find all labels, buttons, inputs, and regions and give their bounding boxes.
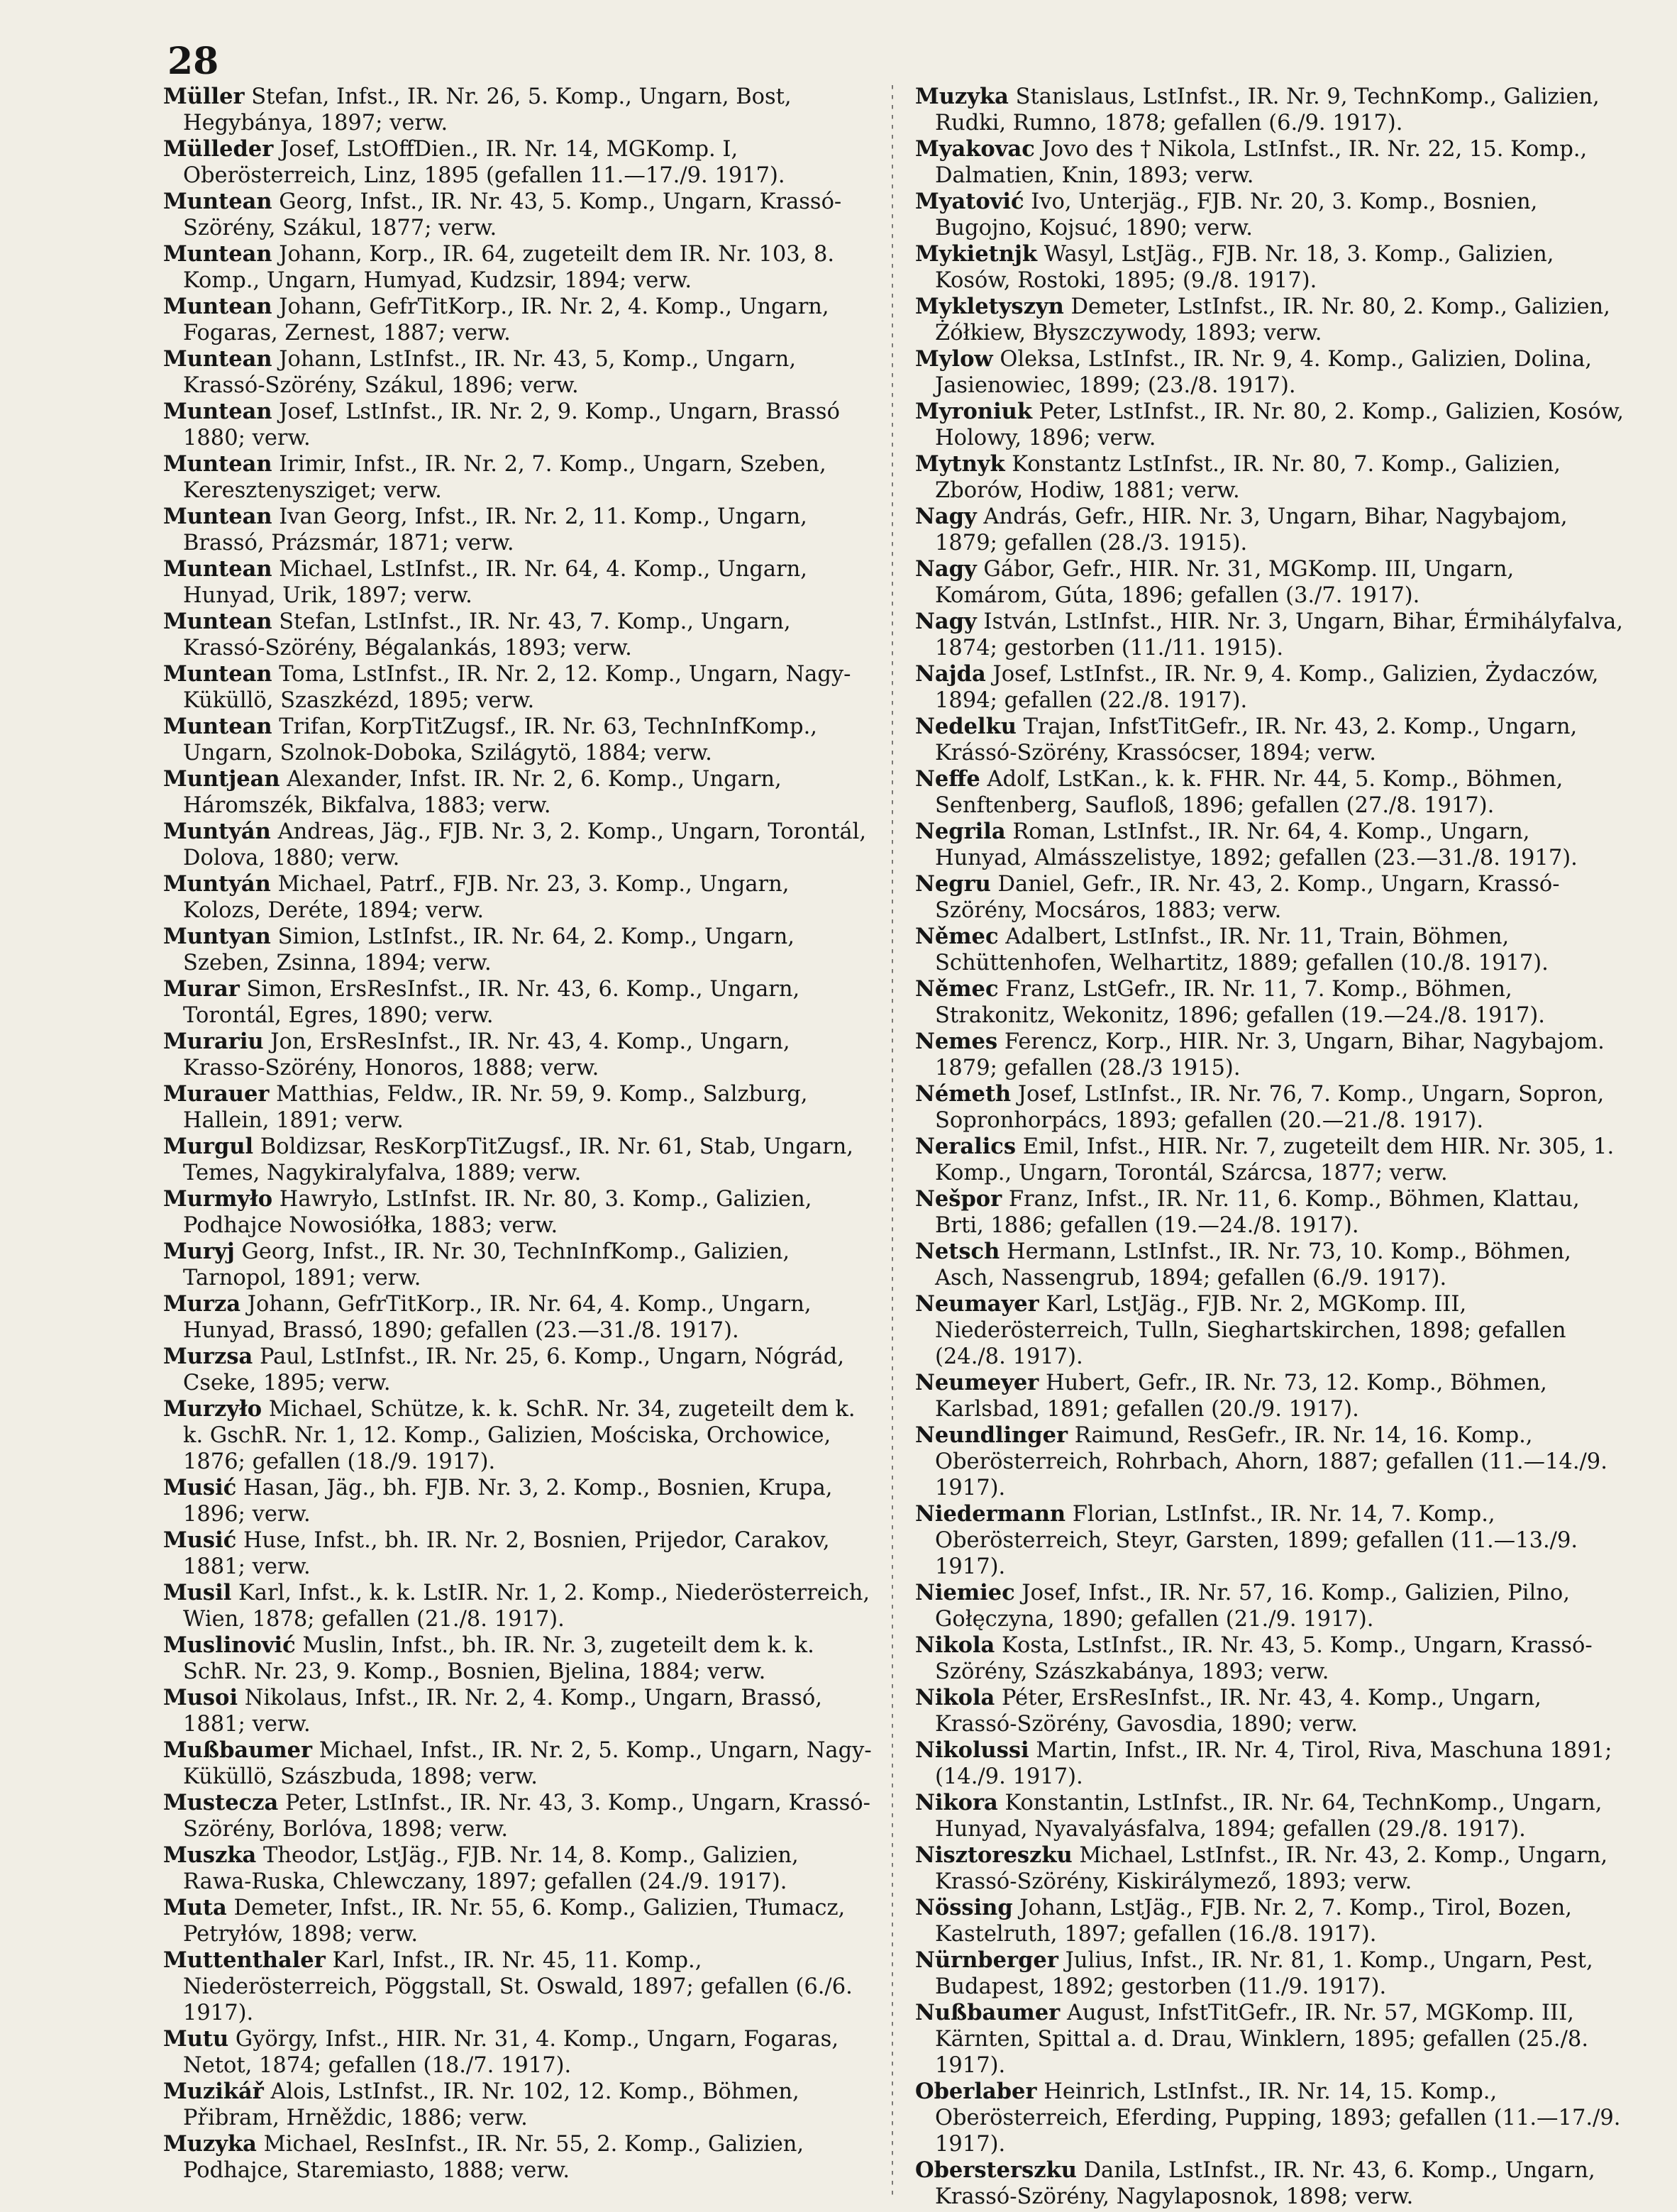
entry-details: Michael, ResInfst., IR. Nr. 55, 2. Komp., Galizien, Podhajce, Staremiasto, 1888; verw.: [183, 2132, 804, 2183]
list-item: [915, 1685, 1625, 1737]
entry-details: Boldizsar, ResKorpTitZugsf., IR. Nr. 61, Stab, Ungarn, Temes, Nagykiralyfalva, 1889; verw.: [183, 1134, 854, 1185]
entry-details: Trifan, KorpTitZugsf., IR. Nr. 63, TechnInfKomp., Ungarn, Szolnok-Doboka, Szilágytö, 1884; verw.: [183, 714, 817, 765]
entry-surname: Mykletyszyn: [915, 294, 1064, 319]
entry-surname: Oberlaber: [915, 2079, 1037, 2104]
list-item: [915, 1081, 1625, 1134]
entry-details: Florian, LstInfst., IR. Nr. 14, 7. Komp., Oberösterreich, Steyr, Garsten, 1899; gefallen (11.—13./9. 1917).: [935, 1502, 1578, 1579]
list-item: [915, 714, 1625, 766]
entry-details: Georg, Infst., IR. Nr. 30, TechnInfKomp., Galizien, Tarnopol, 1891; verw.: [183, 1239, 790, 1290]
entry-details: Jovo des † Nikola, LstInfst., IR. Nr. 22, 15. Komp., Dalmatien, Knin, 1893; verw.: [935, 137, 1588, 188]
entry-surname: Muntean: [163, 346, 272, 372]
entry-surname: Németh: [915, 1081, 1012, 1107]
list-item: [163, 1895, 873, 1947]
list-item: [163, 1134, 873, 1186]
entry-surname: Musoi: [163, 1685, 238, 1710]
list-item: [915, 1790, 1625, 1842]
entry-details: Hasan, Jäg., bh. FJB. Nr. 3, 2. Komp., Bosnien, Krupa, 1896; verw.: [183, 1476, 833, 1527]
entry-details: Trajan, InfstTitGefr., IR. Nr. 43, 2. Komp., Ungarn, Krássó-Szörény, Krassócser, 1894; verw.: [935, 714, 1578, 765]
entry-details: Ferencz, Korp., HIR. Nr. 3, Ungarn, Bihar, Nagybajom. 1879; gefallen (28./3 1915).: [935, 1029, 1605, 1080]
entry-surname: Němec: [915, 924, 999, 949]
entry-details: Simion, LstInfst., IR. Nr. 64, 2. Komp., Ungarn, Szeben, Zsinna, 1894; verw.: [183, 924, 795, 975]
entry-surname: Muttenthaler: [163, 1947, 326, 1973]
entry-surname: Muntean: [163, 451, 272, 477]
list-item: [915, 1134, 1625, 1186]
list-item: [163, 1527, 873, 1580]
list-item: [915, 1291, 1625, 1370]
entry-details: Josef, LstInfst., IR. Nr. 2, 9. Komp., Ungarn, Brassó 1880; verw.: [183, 399, 840, 450]
entry-surname: Muntean: [163, 556, 272, 582]
entry-details: Emil, Infst., HIR. Nr. 7, zugeteilt dem HIR. Nr. 305, 1. Komp., Ungarn, Torontál, Szárcsa, 1877; verw.: [935, 1134, 1615, 1185]
entry-details: Karl, Infst., k. k. LstIR. Nr. 1, 2. Komp., Niederösterreich, Wien, 1878; gefallen (21./8. 1917).: [183, 1581, 870, 1632]
entry-surname: Negru: [915, 871, 991, 897]
entry-surname: Obersterszku: [915, 2157, 1077, 2183]
list-item: [915, 1501, 1625, 1580]
entry-surname: Murauer: [163, 1081, 270, 1107]
list-item: [163, 1842, 873, 1895]
entry-surname: Neumeyer: [915, 1370, 1039, 1395]
entry-surname: Neffe: [915, 766, 980, 792]
entry-surname: Muntyan: [163, 924, 271, 949]
list-item: [915, 1895, 1625, 1947]
list-item: [163, 714, 873, 766]
entry-details: Johann, LstInfst., IR. Nr. 43, 5, Komp., Ungarn, Krassó-Szörény, Szákul, 1896; verw.: [183, 347, 797, 398]
entry-surname: Neralics: [915, 1134, 1017, 1159]
list-item: [915, 1422, 1625, 1501]
list-item: [163, 84, 873, 136]
entry-surname: Nikolussi: [915, 1737, 1029, 1763]
entry-surname: Muntean: [163, 399, 272, 424]
list-item: [163, 2079, 873, 2131]
list-item: [915, 189, 1625, 241]
list-item: [915, 1186, 1625, 1239]
entry-surname: Neumayer: [915, 1291, 1039, 1317]
entry-details: Karl, Infst., IR. Nr. 45, 11. Komp., Niederösterreich, Pöggstall, St. Oswald, 1897; gefallen (6./6. 1917).: [183, 1948, 853, 2025]
entry-surname: Mußbaumer: [163, 1737, 313, 1763]
list-item: [915, 871, 1625, 924]
entry-details: Daniel, Gefr., IR. Nr. 43, 2. Komp., Ungarn, Krassó-Szörény, Mocsáros, 1883; verw.: [935, 872, 1560, 923]
entry-surname: Nagy: [915, 609, 977, 634]
list-item: [915, 1029, 1625, 1081]
list-item: [163, 241, 873, 294]
entry-details: Martin, Infst., IR. Nr. 4, Tirol, Riva, Maschuna 1891; (14./9. 1917).: [935, 1738, 1612, 1789]
list-item: [915, 2157, 1625, 2210]
entry-details: Hubert, Gefr., IR. Nr. 73, 12. Komp., Böhmen, Karlsbad, 1891; gefallen (20./9. 1917).: [935, 1371, 1547, 1422]
list-item: [915, 1580, 1625, 1632]
entry-details: Oleksa, LstInfst., IR. Nr. 9, 4. Komp., Galizien, Dolina, Jasienowiec, 1899; (23./8. 1917).: [935, 347, 1592, 398]
entry-details: Gábor, Gefr., HIR. Nr. 31, MGKomp. III, Ungarn, Komárom, Gúta, 1896; gefallen (3./7. 1917).: [935, 557, 1515, 608]
entry-surname: Nikora: [915, 1790, 998, 1815]
list-item: [915, 661, 1625, 714]
entry-surname: Muntyán: [163, 871, 271, 897]
entry-surname: Muta: [163, 1895, 227, 1920]
list-item: [915, 609, 1625, 661]
list-item: [163, 1790, 873, 1842]
entry-details: Johann, Korp., IR. 64, zugeteilt dem IR. Nr. 103, 8. Komp., Ungarn, Humyad, Kudzsir, 1894; verw.: [183, 242, 835, 293]
list-item: [163, 1632, 873, 1685]
column-divider: [892, 85, 893, 2199]
entry-surname: Muzyka: [163, 2131, 257, 2157]
entry-surname: Muszka: [163, 1842, 257, 1868]
entry-details: Danila, LstInfst., IR. Nr. 43, 6. Komp., Ungarn, Krassó-Szörény, Nagylaposnok, 1898; verw.: [935, 2158, 1595, 2209]
entry-surname: Mylow: [915, 346, 993, 372]
entry-surname: Myakovac: [915, 136, 1035, 162]
entry-surname: Mustecza: [163, 1790, 279, 1815]
entry-details: Kosta, LstInfst., IR. Nr. 43, 5. Komp., Ungarn, Krassó-Szörény, Szászkabánya, 1893; verw.: [935, 1633, 1593, 1684]
entry-details: Josef, LstOffDien., IR. Nr. 14, MGKomp. I, Oberösterreich, Linz, 1895 (gefallen 11.—17./9. 1917).: [183, 137, 785, 188]
list-item: [915, 1632, 1625, 1685]
entry-details: August, InfstTitGefr., IR. Nr. 57, MGKomp. III, Kärnten, Spittal a. d. Drau, Winklern, 1895; gefallen (25./8. 1917).: [935, 2001, 1589, 2078]
list-item: [915, 556, 1625, 609]
entry-surname: Nikola: [915, 1632, 995, 1658]
entry-details: Adolf, LstKan., k. k. FHR. Nr. 44, 5. Komp., Böhmen, Senftenberg, Saufloß, 1896; gefallen (27./8. 1917).: [935, 767, 1563, 818]
list-item: [915, 294, 1625, 346]
entry-surname: Muslinović: [163, 1632, 296, 1658]
entry-details: Karl, LstJäg., FJB. Nr. 2, MGKomp. III, Niederösterreich, Tulln, Sieghartskirchen, 1898; gefallen (24./8. 1917).: [935, 1292, 1566, 1369]
list-item: [163, 871, 873, 924]
page-number: 28: [167, 40, 219, 83]
entry-surname: Muntjean: [163, 766, 280, 792]
list-item: [915, 504, 1625, 556]
entry-details: Toma, LstInfst., IR. Nr. 2, 12. Komp., Ungarn, Nagy-Küküllö, Szaszkézd, 1895; verw.: [183, 662, 851, 713]
list-item: [163, 451, 873, 504]
list-item: [163, 766, 873, 819]
entry-surname: Niemiec: [915, 1580, 1015, 1605]
list-item: [915, 136, 1625, 189]
entry-surname: Musić: [163, 1527, 237, 1553]
list-item: [163, 1475, 873, 1527]
entry-details: Demeter, LstInfst., IR. Nr. 80, 2. Komp., Galizien, Żółkiew, Błyszczywody, 1893; verw.: [935, 294, 1610, 345]
entry-surname: Murzyło: [163, 1396, 262, 1422]
list-item: [163, 294, 873, 346]
entry-surname: Myatović: [915, 189, 1024, 214]
entry-details: Konstantin, LstInfst., IR. Nr. 64, TechnKomp., Ungarn, Hunyad, Nyavalyásfalva, 1894; gefallen (29./8. 1917).: [935, 1791, 1603, 1842]
entry-surname: Murzsa: [163, 1344, 253, 1369]
list-item: [915, 2000, 1625, 2079]
entry-details: Hawryło, LstInfst. IR. Nr. 80, 3. Komp., Galizien, Podhajce Nowosiółka, 1883; verw.: [183, 1187, 812, 1238]
list-item: [163, 924, 873, 976]
list-item: [163, 1081, 873, 1134]
entry-surname: Nagy: [915, 504, 977, 529]
entry-surname: Nemes: [915, 1029, 998, 1054]
entry-details: Josef, Infst., IR. Nr. 57, 16. Komp., Galizien, Pilno, Gołęczyna, 1890; gefallen (21./9. 1917).: [935, 1581, 1570, 1632]
entry-surname: Murgul: [163, 1134, 254, 1159]
entry-surname: Němec: [915, 976, 999, 1002]
entry-details: Heinrich, LstInfst., IR. Nr. 14, 15. Komp., Oberösterreich, Eferding, Pupping, 1893; gefallen (11.—17./9. 1917).: [935, 2079, 1621, 2157]
list-item: [915, 1239, 1625, 1291]
entry-details: Peter, LstInfst., IR. Nr. 43, 3. Komp., Ungarn, Krassó-Szörény, Borlóva, 1898; verw.: [183, 1791, 870, 1842]
entry-surname: Musić: [163, 1475, 237, 1500]
entry-details: Julius, Infst., IR. Nr. 81, 1. Komp., Ungarn, Pest, Budapest, 1892; gestorben (11./9. 1917).: [935, 1948, 1593, 1999]
list-item: [163, 609, 873, 661]
entry-details: Johann, GefrTitKorp., IR. Nr. 2, 4. Komp., Ungarn, Fogaras, Zernest, 1887; verw.: [183, 294, 829, 345]
entry-surname: Niedermann: [915, 1501, 1066, 1527]
entry-details: Franz, Infst., IR. Nr. 11, 6. Komp., Böhmen, Klattau, Brti, 1886; gefallen (19.—24./8. 1917).: [935, 1187, 1580, 1238]
list-item: [915, 1370, 1625, 1422]
entry-surname: Nußbaumer: [915, 2000, 1061, 2025]
list-item: [163, 189, 873, 241]
entry-details: Georg, Infst., IR. Nr. 43, 5. Komp., Ungarn, Krassó-Szörény, Szákul, 1877; verw.: [183, 189, 842, 240]
list-item: [915, 399, 1625, 451]
entry-surname: Netsch: [915, 1239, 1000, 1264]
entry-surname: Muntean: [163, 241, 272, 267]
entry-details: Huse, Infst., bh. IR. Nr. 2, Bosnien, Prijedor, Carakov, 1881; verw.: [183, 1528, 830, 1579]
entry-details: Michael, LstInfst., IR. Nr. 64, 4. Komp., Ungarn, Hunyad, Urik, 1897; verw.: [183, 557, 808, 608]
entry-details: Stefan, Infst., IR. Nr. 26, 5. Komp., Ungarn, Bost, Hegybánya, 1897; verw.: [183, 84, 792, 136]
entry-surname: Mytnyk: [915, 451, 1005, 477]
list-item: [915, 1842, 1625, 1895]
entry-surname: Muryj: [163, 1239, 235, 1264]
entry-details: Simon, ErsResInfst., IR. Nr. 43, 6. Komp., Ungarn, Torontál, Egres, 1890; verw.: [183, 977, 800, 1028]
list-item: [915, 766, 1625, 819]
entry-details: Paul, LstInfst., IR. Nr. 25, 6. Komp., Ungarn, Nógrád, Cseke, 1895; verw.: [183, 1344, 845, 1395]
entry-details: Hermann, LstInfst., IR. Nr. 73, 10. Komp., Böhmen, Asch, Nassengrub, 1894; gefallen (6./9. 1917).: [935, 1239, 1571, 1290]
entry-surname: Nikola: [915, 1685, 995, 1710]
list-item: [163, 1344, 873, 1396]
list-item: [163, 2131, 873, 2184]
entry-surname: Murariu: [163, 1029, 264, 1054]
list-item: [163, 1685, 873, 1737]
entry-surname: Muzyka: [915, 84, 1009, 109]
entry-surname: Mülleder: [163, 136, 274, 162]
entry-details: Michael, Infst., IR. Nr. 2, 5. Komp., Ungarn, Nagy-Küküllö, Szászbuda, 1898; verw.: [183, 1738, 872, 1789]
entry-surname: Nürnberger: [915, 1947, 1058, 1973]
list-item: [915, 1947, 1625, 2000]
list-item: [163, 976, 873, 1029]
entry-details: Peter, LstInfst., IR. Nr. 80, 2. Komp., Galizien, Kosów, Holowy, 1896; verw.: [935, 399, 1624, 450]
list-item: [163, 556, 873, 609]
entry-details: Michael, LstInfst., IR. Nr. 43, 2. Komp., Ungarn, Krassó-Szörény, Kiskirálymező, 1893; verw.: [935, 1843, 1608, 1894]
entry-surname: Muzikář: [163, 2079, 264, 2104]
entry-surname: Negrila: [915, 819, 1006, 844]
list-item: [163, 136, 873, 189]
entry-details: Johann, GefrTitKorp., IR. Nr. 64, 4. Komp., Ungarn, Hunyad, Brassó, 1890; gefallen (23.—31./8. 1917).: [183, 1292, 812, 1343]
entry-details: Raimund, ResGefr., IR. Nr. 14, 16. Komp., Oberösterreich, Rohrbach, Ahorn, 1887; gefallen (11.—14./9. 1917).: [935, 1423, 1607, 1500]
entry-details: Irimir, Infst., IR. Nr. 2, 7. Komp., Ungarn, Szeben, Keresztenysziget; verw.: [183, 452, 826, 503]
list-item: [163, 1396, 873, 1475]
entry-details: Stefan, LstInfst., IR. Nr. 43, 7. Komp., Ungarn, Krassó-Szörény, Bégalankás, 1893; verw.: [183, 609, 791, 660]
entry-details: István, LstInfst., HIR. Nr. 3, Ungarn, Bihar, Érmihályfalva, 1874; gestorben (11./11. 1915).: [935, 609, 1623, 660]
entry-surname: Murar: [163, 976, 240, 1002]
entry-details: Péter, ErsResInfst., IR. Nr. 43, 4. Komp., Ungarn, Krassó-Szörény, Gavosdia, 1890; verw.: [935, 1686, 1542, 1737]
entry-surname: Neundlinger: [915, 1422, 1068, 1448]
entry-details: Demeter, Infst., IR. Nr. 55, 6. Komp., Galizien, Tłumacz, Petryłów, 1898; verw.: [183, 1896, 846, 1947]
list-item: [163, 1291, 873, 1344]
entry-surname: Nešpor: [915, 1186, 1002, 1212]
entry-surname: Müller: [163, 84, 245, 109]
list-item: [915, 346, 1625, 399]
list-item: [915, 2079, 1625, 2157]
entry-details: Michael, Patrf., FJB. Nr. 23, 3. Komp., Ungarn, Kolozs, Deréte, 1894; verw.: [183, 872, 790, 923]
entry-details: Roman, LstInfst., IR. Nr. 64, 4. Komp., Ungarn, Hunyad, Almásszelistye, 1892; gefallen (23.—31./8. 1917).: [935, 819, 1578, 870]
list-item: [163, 346, 873, 399]
entry-surname: Mykietnjk: [915, 241, 1038, 267]
left-column: [163, 84, 873, 2184]
entry-surname: Nagy: [915, 556, 977, 582]
entry-surname: Murmyło: [163, 1186, 273, 1212]
entry-details: Jon, ErsResInfst., IR. Nr. 43, 4. Komp., Ungarn, Krasso-Szörény, Honoros, 1888; verw.: [183, 1029, 790, 1080]
list-item: [915, 241, 1625, 294]
list-item: [163, 2026, 873, 2079]
entry-details: Stanislaus, LstInfst., IR. Nr. 9, TechnKomp., Galizien, Rudki, Rumno, 1878; gefallen (6./9. 1917).: [935, 84, 1600, 136]
right-column: [915, 84, 1625, 2210]
entry-details: Ivo, Unterjäg., FJB. Nr. 20, 3. Komp., Bosnien, Bugojno, Kojsuć, 1890; verw.: [935, 189, 1538, 240]
entry-surname: Nisztoreszku: [915, 1842, 1073, 1868]
entry-details: Theodor, LstJäg., FJB. Nr. 14, 8. Komp., Galizien, Rawa-Ruska, Chlewczany, 1897; gefallen (24./9. 1917).: [183, 1843, 799, 1894]
list-item: [915, 924, 1625, 976]
entry-details: Ivan Georg, Infst., IR. Nr. 2, 11. Komp., Ungarn, Brassó, Prázsmár, 1871; verw.: [183, 504, 807, 555]
entry-surname: Musil: [163, 1580, 232, 1605]
entry-details: Adalbert, LstInfst., IR. Nr. 11, Train, Böhmen, Schüttenhofen, Welhartitz, 1889; gefallen (10./8. 1917).: [935, 924, 1549, 975]
entry-surname: Muntean: [163, 189, 272, 214]
entry-surname: Muntean: [163, 504, 272, 529]
entry-details: Franz, LstGefr., IR. Nr. 11, 7. Komp., Böhmen, Strakonitz, Wekonitz, 1896; gefallen (19.—24./8. 1917).: [935, 977, 1545, 1028]
entry-details: Matthias, Feldw., IR. Nr. 59, 9. Komp., Salzburg, Hallein, 1891; verw.: [183, 1082, 808, 1133]
entry-details: Michael, Schütze, k. k. SchR. Nr. 34, zugeteilt dem k. k. GschR. Nr. 1, 12. Komp., Galizien, Mościska, Orchowice, 1876; gefallen (18./9. 1917).: [183, 1397, 856, 1474]
list-item: [915, 84, 1625, 136]
list-item: [163, 1947, 873, 2026]
entry-surname: Murza: [163, 1291, 241, 1317]
entry-details: Wasyl, LstJäg., FJB. Nr. 18, 3. Komp., Galizien, Kosów, Rostoki, 1895; (9./8. 1917).: [935, 242, 1554, 293]
entry-details: Andreas, Jäg., FJB. Nr. 3, 2. Komp., Ungarn, Torontál, Dolova, 1880; verw.: [183, 819, 867, 870]
entry-surname: Muntyán: [163, 819, 271, 844]
entry-surname: Nedelku: [915, 714, 1017, 739]
entry-details: György, Infst., HIR. Nr. 31, 4. Komp., Ungarn, Fogaras, Netot, 1874; gefallen (18./7. 1917).: [183, 2027, 839, 2078]
list-item: [915, 451, 1625, 504]
list-item: [163, 1737, 873, 1790]
list-item: [915, 819, 1625, 871]
entry-details: András, Gefr., HIR. Nr. 3, Ungarn, Bihar, Nagybajom, 1879; gefallen (28./3. 1915).: [935, 504, 1568, 555]
entry-surname: Muntean: [163, 609, 272, 634]
list-item: [915, 976, 1625, 1029]
entry-details: Muslin, Infst., bh. IR. Nr. 3, zugeteilt dem k. k. SchR. Nr. 23, 9. Komp., Bosnien, Bjelina, 1884; verw.: [183, 1633, 814, 1684]
entry-surname: Muntean: [163, 661, 272, 687]
list-item: [163, 1029, 873, 1081]
entry-details: Josef, LstInfst., IR. Nr. 9, 4. Komp., Galizien, Żydaczów, 1894; gefallen (22./8. 1917).: [935, 662, 1599, 713]
list-item: [163, 1186, 873, 1239]
entry-surname: Najda: [915, 661, 986, 687]
entry-details: Alexander, Infst. IR. Nr. 2, 6. Komp., Ungarn, Háromszék, Bikfalva, 1883; verw.: [183, 767, 782, 818]
entry-details: Alois, LstInfst., IR. Nr. 102, 12. Komp., Böhmen, Přibram, Hrněždic, 1886; verw.: [183, 2079, 799, 2130]
entry-surname: Mutu: [163, 2026, 229, 2052]
entry-details: Nikolaus, Infst., IR. Nr. 2, 4. Komp., Ungarn, Brassó, 1881; verw.: [183, 1686, 822, 1737]
list-item: [163, 399, 873, 451]
list-item: [915, 1737, 1625, 1790]
entry-surname: Muntean: [163, 294, 272, 319]
list-item: [163, 504, 873, 556]
list-item: [163, 819, 873, 871]
list-item: [163, 661, 873, 714]
entry-surname: Nössing: [915, 1895, 1013, 1920]
entry-details: Johann, LstJäg., FJB. Nr. 2, 7. Komp., Tirol, Bozen, Kastelruth, 1897; gefallen (16./8. 1917).: [935, 1896, 1572, 1947]
entry-details: Konstantz LstInfst., IR. Nr. 80, 7. Komp., Galizien, Zborów, Hodiw, 1881; verw.: [935, 452, 1561, 503]
entry-surname: Muntean: [163, 714, 272, 739]
list-item: [163, 1239, 873, 1291]
list-item: [163, 1580, 873, 1632]
entry-surname: Myroniuk: [915, 399, 1032, 424]
entry-details: Josef, LstInfst., IR. Nr. 76, 7. Komp., Ungarn, Sopron, Sopronhorpács, 1893; gefallen (20.—21./8. 1917).: [935, 1082, 1605, 1133]
